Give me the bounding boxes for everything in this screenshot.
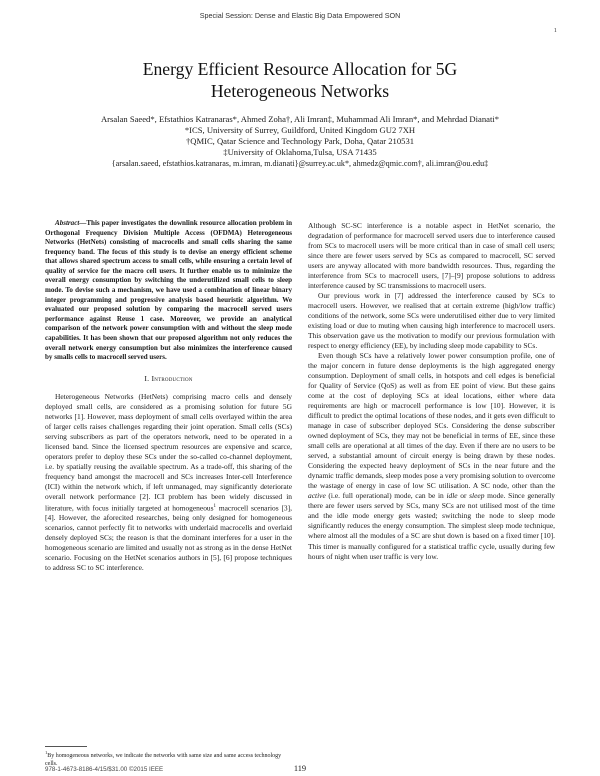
section-heading-introduction: I. Introduction	[144, 373, 193, 383]
abstract-text: —This paper investigates the downlink resource allocation problem in Orthogonal Frequency Division Multiple Access (OFDMA) Heterogeneous Networks (HetNets) consisting of macrocells and small cells sharing the same frequency band. The focus of this study is to devise an energy efficient scheme that allows shared spectrum access to small cells, while ensuring a certain level of quality of service for the macro cell users. It further enable us to minimize the overall energy consumption by switching the underutilized small cells to sleep mode. To devise such a mechanism, we have used a combination of linear binary integer programming and progressive analysis based heuristic algorithm. We evaluated our proposed solution by comparing the macrocell served users performance against Reuse 1 case. Moreover, we provide an analytical comparison of the network power consumption with and without the sleep mode capabilities. It has been shown that our proposed algorithm not only reduces the overall network energy consumption but also minimizes the interference caused by smalls cells to macrocell served users.	[45, 219, 292, 362]
right-paragraph-2: Our previous work in [7] addressed the interference caused by SCs to macrocell users. However, we realised that at certain extreme (high/low traffic) conditions of the network, some SCs were underutilised either due to very limited existing load or due to muting when causing high interference to macrocell users. This observation gave us the motivation to modify our previous formulation with respect to energy efficiency (EE), by including sleep mode capability to SCs.	[308, 291, 555, 351]
title-line-1: Energy Efficient Resource Allocation for 5G	[142, 59, 458, 79]
abstract-lead: Abstract	[55, 219, 80, 227]
paper-title	[40, 58, 560, 102]
right-column	[308, 221, 555, 562]
author-emails: {arsalan.saeed, efstathios.katranaras, m.imran, m.dianati}@surrey.ac.uk*, ahmedz@qmic.com†, ali.imran@ou.edu‡	[111, 159, 489, 168]
right-paragraph-3: Even though SCs have a relatively lower power consumption profile, one of the major concern in future dense deployments is the high aggregated energy consumption. Deployment of small cells, in hotspots and cell edges is beneficial for Quality of Service (QoS) as well as from EE point of view. But these gains come at the cost of deploying SCs at ideal locations, either where data requirements are high or macrocell performance is low [10]. However, it is difficult to predict the optimal locations of these nodes, and it gets even difficult to manage in case of subscriber deployed SCs. Considering the dense subscriber owned deployment of SCs, they may not be beneficial in terms of EE, since these small cells are operational at all times of the day. Even if there are no users to be served, a substantial amount of circuit energy is being drawn by these nodes. Considering the expected heavy deployment of SCs in the near future and the dynamic traffic demands, sleep modes pose a very promising solution to overcome the wastage of energy in case of low SC utilisation. A SC node, other than the active (i.e. full operational) mode, can be in idle or sleep mode. Since generally there are fewer users served by SCs, many SCs are not utilised most of the time and the idle mode energy gets wasted; switching the node to sleep mode significantly reduces the energy consumption. The simplest sleep mode technique, where almost all the modules of a SC are shut down is based on a fixed timer [10]. This timer is manually configured for a statistical traffic cycle, usually during few hours of night when user traffic is very low.	[308, 351, 555, 561]
section-title: Introduction	[151, 373, 193, 383]
left-column	[45, 219, 292, 573]
footnote-rule	[45, 746, 87, 747]
author-block	[30, 114, 570, 169]
intro-paragraph: Heterogeneous Networks (HetNets) comprising macro cells and densely deployed small cells, are considered as a promising solution for future 5G networks [1]. However, mass deployment of small cells overlayed within the area of larger cells raises challenges regarding their joint operation. Small cells (SCs) serving subscribers as part of the operators network, need to be operated in a licensed band. Since the licensed spectrum resources are expensive and scarce, operators prefer to deploy these SCs under the so-called co-channel deployment, i.e. by spatially reusing the available spectrum. As a trade-off, this sharing of the frequency band amongst the macrocell and SCs increases Inter-cell Interference (ICI) within the network which, if left unmanaged, may significantly deteriorate overall network performance [2]. ICI problem has been widely discussed in literature, with focus initially targeted at homogeneous$^1$ macrocell scenarios [3], [4]. However, the aforecited researches, being only designed for homogeneous scenarios, cannot perfectly fit to networks with underlaid macrocells and overlaid densely deployed SCs; the reason is that the dominant interferes for a user in the homogeneous scenario are limited and usually not as strong as in the dense HetNet scenario. Focusing on the HetNet scenarios authors in [5], [6] propose techniques to address SC to SC interference.	[45, 391, 292, 573]
affiliation-oklahoma: ‡University of Oklahoma,Tulsa, USA 71435	[223, 147, 377, 157]
footnote-ref: 1	[213, 503, 217, 509]
isbn-copyright: 978-1-4673-8186-4/15/$31.00 ©2015 IEEE	[45, 766, 164, 773]
page-footer	[0, 764, 600, 776]
footnote-text: By homogeneous networks, we indicate the networks with same size and same access technology cells.	[45, 753, 282, 767]
footnote: $^1$By homogeneous networks, we indicate the networks with same size and same access technology cells.	[45, 750, 282, 767]
abstract	[45, 219, 292, 363]
running-header: Special Session: Dense and Elastic Big Data Empowered SON	[199, 11, 401, 20]
affiliation-surrey: *ICS, University of Surrey, Guildford, United Kingdom GU2 7XH	[184, 125, 416, 135]
title-line-2: Heterogeneous Networks	[210, 81, 390, 101]
author-list: Arsalan Saeed*, Efstathios Katranaras*, Ahmed Zoha†, Ali Imran‡, Muhammad Ali Imran*, and Mehrdad Dianati*	[100, 114, 500, 124]
right-paragraph-1: Although SC-SC interference is a notable aspect in HetNet scenario, the degradation of performance for macrocell served users due to interference caused from SCs to macrocell users will be more critical than in case of small cell users; since there are fewer users served by SCs as compared to macrocell, SC served users are anyway allocated with more bandwidth resources. Thus, regarding the interference from SCs to macrocell users, [7]–[9] propose solutions to address interference caused by SC transmissions to macrocell users.	[308, 221, 555, 291]
page-number: 119	[293, 764, 307, 773]
page-mark: 1	[553, 27, 557, 34]
affiliation-qmic: †QMIC, Qatar Science and Technology Park, Doha, Qatar 210531	[185, 136, 415, 146]
